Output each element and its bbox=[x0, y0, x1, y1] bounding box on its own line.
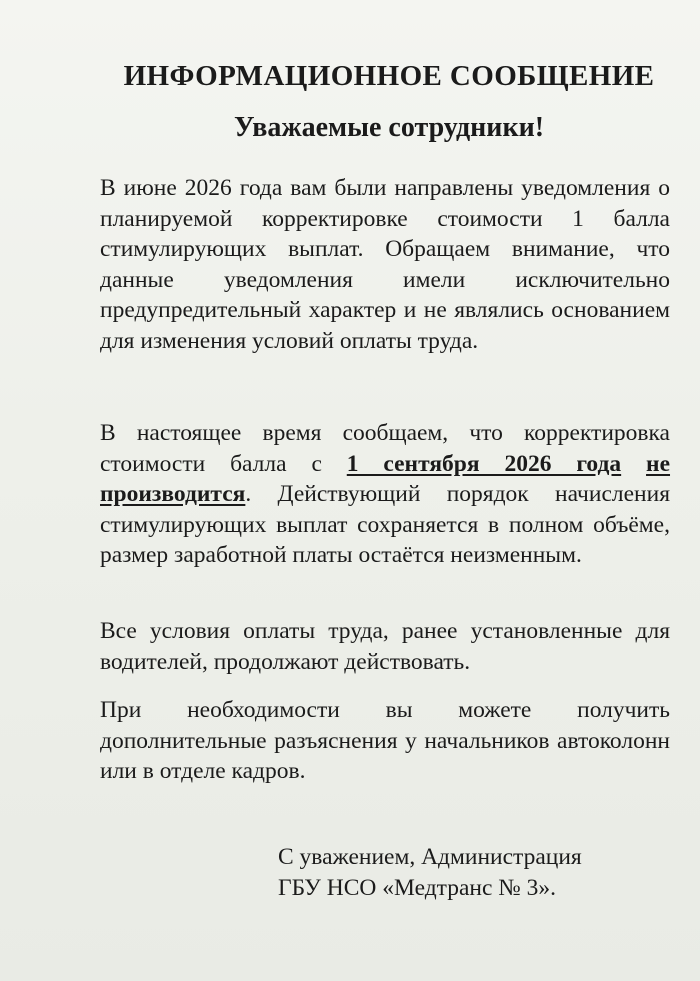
signature-block bbox=[278, 842, 582, 903]
negation-phrase: не производится bbox=[100, 450, 671, 507]
paragraph-correction-cancelled bbox=[100, 418, 670, 571]
date-phrase: 1 сентября 2026 года bbox=[346, 450, 622, 477]
paragraph-june-notifications: В июне 2026 года вам были направлены уведомления о планируемой корректировке стоимости 1 балла стимулирующих выплат. Обращаем внимание, что данные уведомления имели исключительно предупредительный характер и не являлись основанием для изменения условий оплаты труда. bbox=[100, 175, 670, 354]
paragraph-lead: В настоящее время сообщаем, что корректировка стоимости балла с bbox=[100, 420, 670, 477]
signature-line-1: С уважением, Администрация bbox=[278, 844, 582, 870]
document-title: ИНФОРМАЦИОННОЕ СООБЩЕНИЕ bbox=[123, 60, 655, 92]
paragraph-driver-conditions: Все условия оплаты труда, ранее установленные для водителей, продолжают действовать. bbox=[100, 618, 670, 675]
greeting: Уважаемые сотрудники! bbox=[233, 112, 545, 143]
paragraph-space bbox=[621, 451, 646, 477]
signature-line-2: ГБУ НСО «Медтранс № 3». bbox=[278, 874, 556, 901]
paragraph-clarifications: При необходимости вы можете получить дополнительные разъяснения у начальников автоколонн или в отделе кадров. bbox=[100, 697, 670, 784]
paragraph-tail: . Действующий порядок начисления стимулирующих выплат сохраняется в полном объёме, размер заработной платы остаётся неизменным. bbox=[100, 481, 670, 568]
